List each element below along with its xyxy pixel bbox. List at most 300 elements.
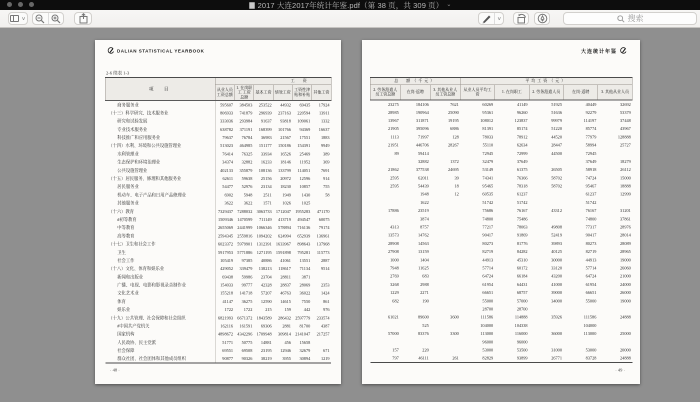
cell-value: 2594345: [218, 233, 234, 239]
cell-value: 1332: [320, 118, 330, 124]
cell-value: 2887: [320, 257, 330, 263]
item-column-header: 项 目: [105, 78, 215, 101]
cell-value: 55000: [482, 298, 494, 304]
zoom-out-button[interactable]: [33, 13, 48, 24]
cell-value: 797: [392, 355, 399, 361]
table-row: [370, 313, 632, 321]
sidebar-view-button[interactable]: [8, 12, 28, 25]
cell-value: 25156: [260, 175, 272, 181]
table-row: [105, 101, 331, 109]
cell-value: 44913: [482, 257, 494, 263]
cell-value: 7288032: [237, 208, 253, 214]
column-header: 在岗·返聘: [400, 85, 430, 101]
cell-value: 51220: [551, 126, 562, 132]
cell-value: 17924: [318, 102, 330, 108]
cell-value: 55110: [482, 142, 494, 148]
cell-value: 26112: [620, 167, 631, 173]
cell-value: 1229: [390, 290, 399, 296]
cell-value: 51742: [585, 199, 597, 205]
cell-value: 237163: [278, 110, 291, 116]
cell-value: 16233: [260, 159, 272, 165]
cell-value: 43200: [551, 273, 562, 279]
cell-value: 369: [323, 159, 330, 165]
cell-value: [529, 157, 563, 165]
table-row: [105, 273, 331, 281]
cell-value: [430, 305, 460, 313]
table-row: [105, 338, 331, 346]
table-row: [370, 329, 632, 337]
table-row: [105, 347, 331, 355]
cell-value: 36022: [299, 290, 311, 296]
table-row: [105, 207, 331, 215]
column-header: 2. 劳务派遣人员: [529, 85, 563, 101]
cell-value: 1722: [243, 307, 253, 313]
cell-value: 76325: [241, 151, 253, 157]
cell-value: 2769: [390, 273, 399, 279]
table-row: [370, 215, 632, 223]
cell-value: 1843589: [256, 315, 272, 321]
cell-value: 12999: [620, 191, 631, 197]
cell-value: 3874: [420, 216, 429, 222]
cell-value: 11952: [299, 159, 311, 165]
cell-value: 115773: [316, 249, 330, 255]
cell-value: 77217: [482, 224, 494, 230]
table-row: [370, 116, 632, 124]
rotate-button[interactable]: [513, 12, 529, 25]
cell-value: 39: [454, 175, 459, 181]
cell-value: 96000: [516, 339, 528, 345]
cell-value: 66651: [585, 290, 597, 296]
cell-value: 69306: [260, 323, 272, 329]
cell-value: 5979901: [237, 241, 253, 247]
cell-value: 61021: [388, 314, 399, 320]
table-row: [370, 231, 632, 239]
cell-value: 3622: [243, 200, 253, 206]
column-header: 其他工资: [312, 85, 331, 101]
cell-value: [430, 248, 460, 256]
cell-value: 83728: [585, 355, 597, 361]
cell-value: 12946: [280, 348, 291, 354]
table-row: [370, 256, 632, 264]
cell-value: 168399: [258, 126, 272, 132]
cell-value: 62011: [418, 175, 429, 181]
cell-value: 1949: [282, 192, 291, 198]
cell-value: 6023372: [218, 241, 234, 247]
cell-value: 333036: [220, 118, 234, 124]
cell-value: 82719: [585, 249, 597, 255]
cell-value: 52419: [551, 232, 562, 238]
minimize-button[interactable]: [18, 2, 23, 7]
close-button[interactable]: [7, 2, 12, 7]
row-item-label: （十三）科学研究、技术服务业: [105, 109, 215, 117]
table-row: [105, 322, 331, 330]
total-group-header: 总 额（千元）: [370, 78, 460, 85]
cell-value: 76784: [241, 135, 253, 141]
cell-value: 35926: [551, 314, 562, 320]
cell-value: 16637: [318, 126, 330, 132]
table-row: [370, 321, 632, 329]
cell-value: 28700: [482, 306, 494, 312]
cell-value: 190964: [415, 109, 429, 115]
cell-value: 220: [422, 347, 429, 353]
cell-value: 36983: [260, 135, 272, 141]
cell-value: [370, 215, 400, 223]
table-row: [370, 305, 632, 313]
cell-value: [430, 288, 460, 296]
table-row: [105, 199, 331, 207]
pdf-page-left: [95, 40, 341, 384]
cell-value: 69435: [299, 102, 311, 108]
search-input[interactable]: [563, 12, 697, 25]
cell-value: 1883: [320, 135, 330, 141]
cell-value: 50775: [241, 339, 253, 345]
cell-value: 93899: [516, 355, 528, 361]
cell-value: [529, 338, 563, 346]
cell-value: 15000: [620, 175, 631, 181]
cell-value: 58702: [551, 175, 562, 181]
cell-value: 2988: [420, 281, 429, 287]
table-row: [370, 248, 632, 256]
column-header: 工资性津贴和补贴: [292, 85, 311, 101]
cell-value: [563, 338, 597, 346]
cell-value: 101766: [278, 126, 291, 132]
cell-value: 91637: [260, 118, 272, 124]
cell-value: 24888: [620, 314, 631, 320]
table-row: [105, 174, 331, 182]
cell-value: [370, 338, 400, 346]
cell-value: 99979: [551, 117, 562, 123]
cell-value: 69551: [222, 348, 234, 354]
row-item-label: 娱乐业: [105, 306, 215, 314]
cell-value: 3300: [450, 331, 459, 337]
pdf-content-area[interactable]: [0, 28, 700, 402]
cell-value: 36000: [551, 331, 562, 337]
cell-value: 24888: [620, 355, 631, 361]
cell-value: 30000: [551, 257, 562, 263]
search-icon: [617, 15, 625, 23]
cell-value: 23519: [418, 208, 429, 214]
cell-value: 13551: [299, 257, 311, 263]
cell-value: 90877: [222, 356, 234, 362]
zoom-in-icon: [51, 14, 61, 24]
cell-value: 64724: [585, 273, 597, 279]
row-item-label: 研究和试验发展: [105, 117, 215, 125]
cell-value: 4342296: [237, 331, 253, 337]
cell-value: 41061: [280, 257, 291, 263]
cell-value: [430, 231, 460, 239]
cell-value: 286432: [278, 315, 291, 321]
table-row: [105, 224, 331, 232]
cell-value: 77317: [585, 224, 597, 230]
zoom-in-button[interactable]: [48, 13, 63, 24]
cell-value: 136961: [316, 233, 330, 239]
cell-value: 52976: [241, 184, 253, 190]
cell-value: 32479: [482, 158, 494, 164]
cell-value: 78063: [516, 224, 528, 230]
cell-value: [370, 305, 400, 313]
table-row: [105, 314, 331, 322]
table-row: [105, 289, 331, 297]
cell-value: 34000: [551, 298, 562, 304]
cell-value: 37448: [620, 117, 631, 123]
cell-value: 96260: [516, 109, 528, 115]
cell-value: 795281: [297, 249, 311, 255]
left-wage-table: [105, 77, 331, 363]
cell-value: 14881: [260, 339, 272, 345]
row-item-label: 生态保护和环境治理业: [105, 158, 215, 166]
cell-value: 12590: [260, 298, 272, 304]
cell-value: 76414: [222, 151, 234, 157]
cell-value: 261: [452, 355, 459, 361]
cell-value: 49808: [551, 224, 562, 230]
cell-value: 71134: [299, 266, 311, 272]
cell-value: 150186: [278, 143, 291, 149]
cell-value: 595607: [220, 102, 234, 108]
row-item-label: 新闻和出版业: [105, 273, 215, 281]
cell-value: 53379: [620, 109, 631, 115]
cell-value: [529, 198, 563, 206]
cell-value: 77979: [585, 134, 597, 140]
cell-value: 28069: [299, 282, 311, 288]
cell-value: 37649: [585, 158, 597, 164]
cell-value: 94369: [299, 126, 311, 132]
toolbar: [0, 10, 700, 28]
cell-value: 17551: [299, 135, 311, 141]
cell-value: [400, 305, 430, 313]
cell-value: [598, 338, 632, 346]
zoom-control: [32, 12, 64, 25]
cell-value: 23704: [260, 274, 272, 280]
cell-value: 18: [454, 183, 459, 189]
row-item-label: 科技推广和应用服务业: [105, 133, 215, 141]
cell-value: 60269: [482, 101, 494, 107]
cell-value: 2141047: [295, 331, 311, 337]
cell-value: 40125: [551, 249, 562, 255]
cell-value: 18230: [280, 184, 291, 190]
cell-value: 1271195: [256, 249, 272, 255]
table-row: [370, 346, 632, 354]
cell-value: 60075: [318, 216, 330, 222]
cell-value: 25469: [299, 151, 311, 157]
yearbook-emblem-icon: [620, 47, 628, 55]
cell-value: [430, 256, 460, 264]
cell-value: [370, 321, 400, 329]
share-button[interactable]: [74, 12, 92, 25]
cell-value: 215: [265, 307, 272, 313]
cell-value: 12: [454, 191, 459, 197]
column-header: 在岗·返聘: [563, 85, 597, 101]
cell-value: 671: [323, 348, 330, 354]
table-row: [370, 166, 632, 174]
cell-value: 1509346: [218, 216, 234, 222]
yearbook-logo-left: [107, 47, 204, 55]
cell-value: [430, 321, 460, 329]
cell-value: 28700: [516, 306, 528, 312]
cell-value: [430, 215, 460, 223]
cell-value: 1709948: [256, 331, 272, 337]
cell-value: 682: [392, 298, 399, 304]
cell-value: 1025: [301, 200, 311, 206]
cell-value: 34374: [222, 159, 234, 165]
cell-value: 37861: [620, 216, 631, 222]
search-placeholder: 搜索: [627, 14, 644, 23]
row-item-label: 高等教育: [105, 232, 215, 240]
cell-value: 624994: [278, 233, 291, 239]
column-header: 1. 在岗职工 工资总额: [236, 85, 253, 100]
cell-value: 293984: [239, 118, 253, 124]
cell-value: 41000: [551, 281, 562, 287]
cell-value: 58994: [585, 142, 597, 148]
cell-value: 2441999: [237, 225, 253, 231]
row-item-label: #中国共产党机关: [105, 322, 215, 330]
cell-value: 976: [323, 307, 330, 313]
table-row: [370, 190, 632, 198]
cell-value: 53500: [516, 347, 528, 353]
cell-value: 384503: [239, 102, 253, 108]
row-item-label: 其他服务业: [105, 199, 215, 207]
table-caption: 2-6 续表 1-3: [106, 70, 130, 76]
cell-value: 20000: [620, 347, 631, 353]
cell-value: 9514: [320, 266, 330, 272]
cell-value: [430, 207, 460, 215]
cell-value: 683: [422, 273, 429, 279]
cell-value: 76167: [585, 208, 597, 214]
row-item-label: （十四）水利、环境和公共设施管理业: [105, 142, 215, 150]
column-header: 绩效工资: [273, 85, 292, 101]
cell-value: 1000: [390, 257, 399, 263]
cell-value: 31000: [551, 347, 562, 353]
cell-value: 28837: [280, 282, 291, 288]
cell-value: [312, 338, 331, 346]
cell-value: 21905: [388, 126, 399, 132]
cell-value: 10857: [299, 184, 311, 190]
cell-value: 162116: [220, 323, 234, 329]
row-item-label: （十九）公共管理、社会保障和社会组织: [105, 314, 215, 322]
cell-value: 41147: [222, 298, 234, 304]
cell-value: 31201: [620, 208, 631, 214]
cell-value: 12596: [299, 175, 311, 181]
cell-value: 253522: [258, 102, 272, 108]
markup-toolbar-button[interactable]: [534, 12, 550, 25]
cell-value: 2595: [390, 183, 399, 189]
column-header: 从业人员平均工资: [460, 85, 494, 101]
cell-value: 39893: [551, 240, 562, 246]
cell-value: 28014: [620, 232, 631, 238]
cell-value: 24695: [448, 167, 459, 173]
cell-value: 46763: [280, 290, 291, 296]
cell-value: 114051: [297, 167, 311, 173]
table-row: [105, 183, 331, 191]
zoom-window-button[interactable]: [29, 2, 34, 7]
cell-value: 104000: [583, 322, 597, 328]
cell-value: 155218: [220, 290, 234, 296]
cell-value: 389: [323, 151, 330, 157]
window-controls: [7, 2, 34, 7]
pen-style-dropdown[interactable]: [494, 13, 503, 24]
cell-value: [370, 157, 400, 165]
cell-value: 7329437: [218, 208, 234, 214]
row-item-label: 社会工作: [105, 256, 215, 264]
table-row: [370, 198, 632, 206]
cell-value: 79174: [318, 225, 330, 231]
cell-value: 61954: [585, 281, 597, 287]
cell-value: 355879: [239, 167, 253, 173]
table-row: [370, 133, 632, 141]
cell-value: 68757: [516, 290, 528, 296]
cell-value: [370, 190, 400, 198]
cell-value: 233574: [316, 315, 330, 321]
cell-value: 652939: [297, 233, 311, 239]
cell-value: 108012: [480, 117, 494, 123]
cell-value: 14563: [418, 240, 429, 246]
cell-value: 36275: [241, 298, 253, 304]
cell-value: 18146: [280, 159, 291, 165]
row-item-label: （十七）卫生和社会工作: [105, 240, 215, 248]
chevron-down-icon: ∨: [496, 16, 502, 21]
table-row: [105, 142, 331, 150]
cell-value: 53000: [482, 347, 494, 353]
table-row: [370, 157, 632, 165]
table-row: [105, 125, 331, 133]
cell-value: 57714: [482, 265, 494, 271]
column-header: 基本工资: [254, 85, 273, 101]
cell-value: 26771: [551, 355, 562, 361]
table-row: [370, 125, 632, 133]
cell-value: 38219: [260, 356, 272, 362]
row-item-label: 体育: [105, 297, 215, 305]
cell-value: 3063733: [256, 208, 272, 214]
page-number-left: · 48 ·: [110, 367, 120, 373]
title-chevron-icon[interactable]: ⌄: [446, 2, 452, 8]
table-row: [370, 280, 632, 288]
cell-value: 2881: [282, 323, 291, 329]
cell-value: 51742: [516, 199, 528, 205]
column-header: 3. 其他从业人员: [598, 85, 632, 101]
cell-value: 4313: [390, 224, 399, 230]
cell-value: [430, 149, 460, 157]
cell-value: 99777: [241, 282, 253, 288]
cell-value: [598, 149, 632, 157]
cell-value: 13573: [388, 232, 399, 238]
cell-value: 51925: [551, 101, 562, 107]
highlight-pen-button[interactable]: [479, 13, 494, 24]
yearbook-logo-right: [581, 47, 627, 55]
cell-value: 464985: [239, 143, 253, 149]
cell-value: 190: [422, 298, 429, 304]
cell-value: 23134: [260, 184, 272, 190]
cell-value: 90326: [241, 356, 253, 362]
cell-value: 80273: [585, 240, 597, 246]
cell-value: 26060: [620, 265, 631, 271]
cell-value: 1094202: [256, 233, 272, 239]
cell-value: 28267: [448, 142, 459, 148]
cell-value: 43312: [551, 208, 562, 214]
cell-value: 32882: [418, 158, 429, 164]
cell-value: 104000: [480, 322, 494, 328]
cell-value: 28985: [388, 109, 399, 115]
cell-value: [598, 198, 632, 206]
cell-value: 25000: [620, 331, 631, 337]
cell-value: 78318: [516, 183, 528, 189]
cell-value: 7550: [301, 298, 311, 304]
cell-value: 25727: [620, 142, 631, 148]
cell-value: 13159: [418, 249, 429, 255]
cell-value: 78033: [482, 134, 494, 140]
row-item-label: （十五）居民服务、修理和其他服务业: [105, 174, 215, 182]
table-row: [105, 306, 331, 314]
table-row: [370, 264, 632, 272]
cell-value: 471170: [316, 208, 330, 214]
